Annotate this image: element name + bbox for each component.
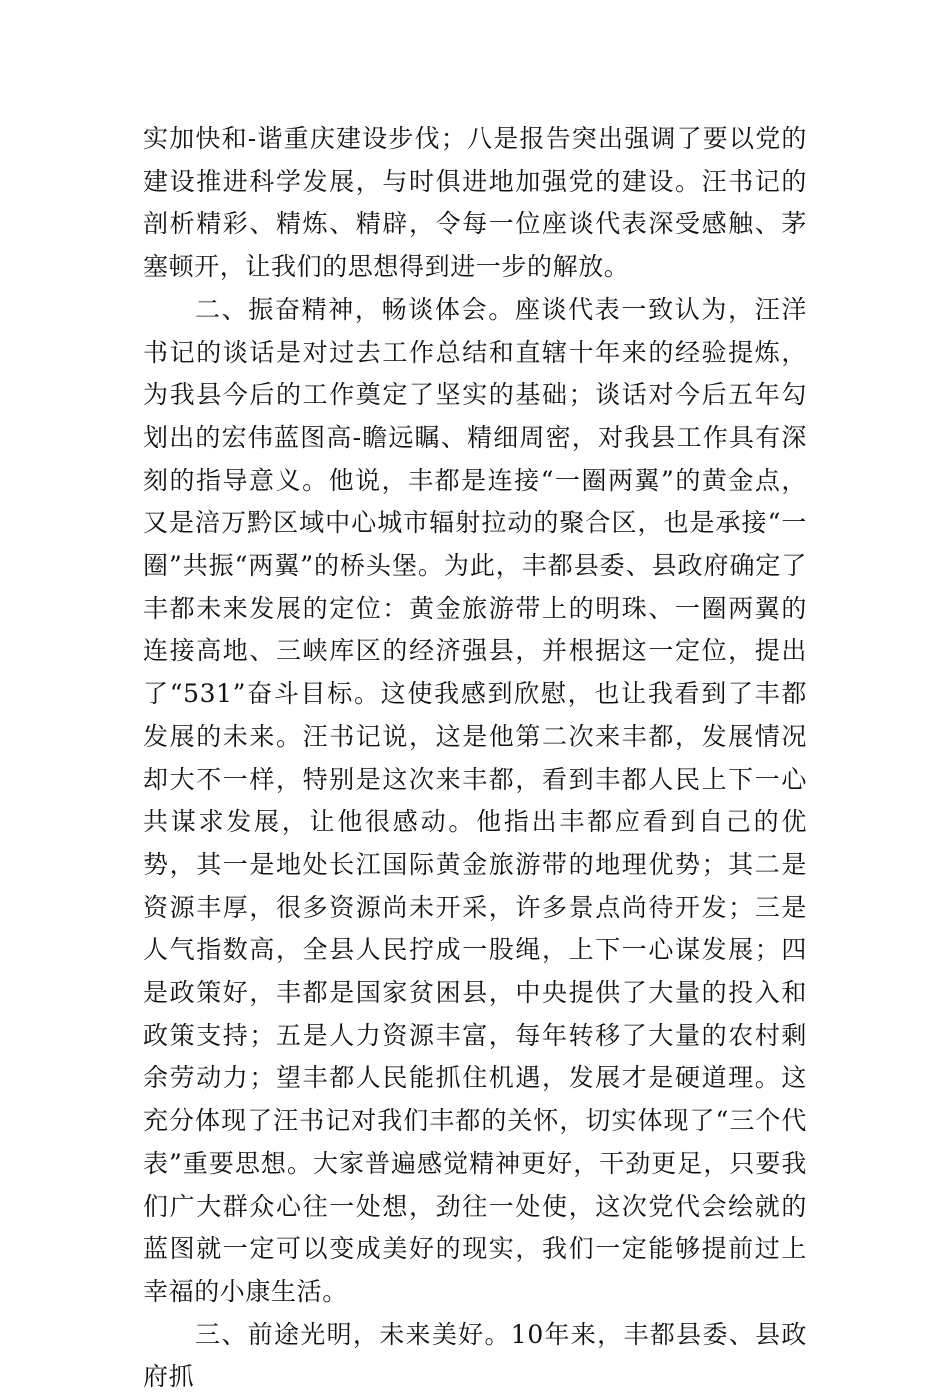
document-page <box>143 118 807 1399</box>
paragraph-continuation: 实加快和-谐重庆建设步伐；八是报告突出强调了要以党的建设推进科学发展，与时俱进地加强党的建设。汪书记的剖析精彩、精炼、精辟，令每一位座谈代表深受感触、茅塞顿开，让我们的思想得到进一步的解放。 <box>143 124 807 282</box>
paragraph-section-two: 二、振奋精神，畅谈体会。座谈代表一致认为，汪洋书记的谈话是对过去工作总结和直辖十年来的经验提炼，为我县今后的工作奠定了坚实的基础；谈话对今后五年勾划出的宏伟蓝图高-瞻远瞩、精细周密，对我县工作具有深刻的指导意义。他说，丰都是连接“一圈两翼”的黄金点，又是涪万黔区域中心城市辐射拉动的聚合区，也是承接“一圈”共振“两翼”的桥头堡。为此，丰都县委、县政府确定了丰都未来发展的定位：黄金旅游带上的明珠、一圈两翼的连接高地、三峡库区的经济强县，并根据这一定位，提出了“531”奋斗目标。这使我感到欣慰，也让我看到了丰都发展的未来。汪书记说，这是他第二次来丰都，发展情况却大不一样，特别是这次来丰都，看到丰都人民上下一心共谋求发展，让他很感动。他指出丰都应看到自己的优势，其一是地处长江国际黄金旅游带的地理优势；其二是资源丰厚，很多资源尚未开采，许多景点尚待开发；三是人气指数高，全县人民拧成一股绳，上下一心谋发展；四是政策好，丰都是国家贫困县，中央提供了大量的投入和政策支持；五是人力资源丰富，每年转移了大量的农村剩余劳动力；望丰都人民能抓住机遇，发展才是硬道理。这充分体现了汪书记对我们丰都的关怀，切实体现了“三个代表”重要思想。大家普遍感觉精神更好，干劲更足，只要我们广大群众心往一处想，劲往一处使，这次党代会绘就的蓝图就一定可以变成美好的现实，我们一定能够提前过上幸福的小康生活。 <box>143 294 807 1306</box>
paragraph-section-three: 三、前途光明，未来美好。10年来，丰都县委、县政府抓 <box>143 1319 807 1392</box>
